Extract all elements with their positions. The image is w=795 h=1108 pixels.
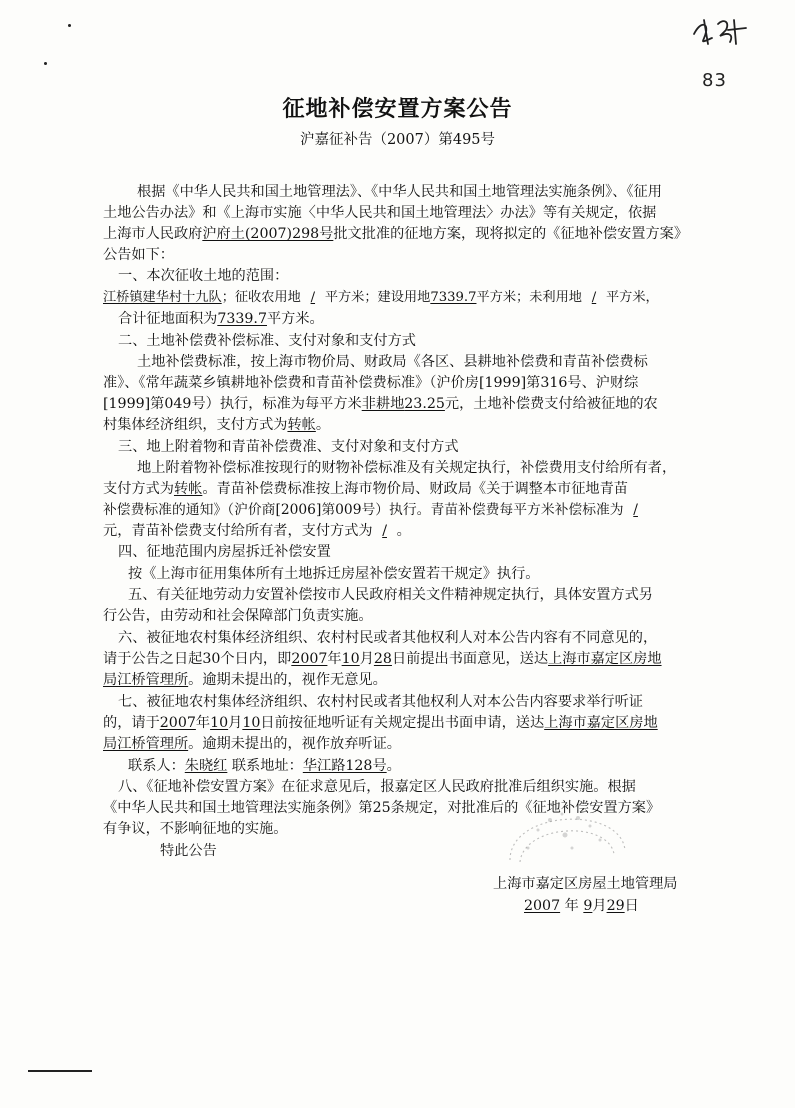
page-number: 83 [702, 70, 727, 91]
section-8-line-3: 有争议，不影响征地的实施。 [103, 821, 288, 837]
closing-text: 特此公告 [160, 843, 217, 859]
section-6-line-1: 六、被征地农村集体经济组织、农村村民或者其他权利人对本公告内容有不同意见的， [118, 630, 658, 646]
section-1-heading: 一、本次征收土地的范围： [118, 268, 289, 284]
intro-line-1: 根据《中华人民共和国土地管理法》、《中华人民共和国土地管理法实施条例》、《征用 [137, 184, 662, 200]
section-1-line-2: 合计征地面积为7339.7平方米。 [118, 311, 324, 327]
document-title: 征地补偿安置方案公告 [282, 97, 513, 122]
scan-speck [68, 24, 71, 27]
section-6-line-2: 请于公告之日起30个日内，即2007年10月28日前提出书面意见，送达上海市嘉定区房地 [103, 651, 662, 667]
construction-area: 7339.7 [430, 290, 477, 305]
section-2-line-2: 准》、《常年蔬菜乡镇耕地补偿费和青苗补偿费标准》（沪价房[1999]第316号、沪财综 [103, 375, 639, 391]
contact-address: 华江路128号 [302, 758, 387, 774]
section-7-line-3: 局江桥管理所。逾期未提出的，视作放弃听证。 [103, 736, 401, 752]
intro-line-3: 上海市人民政府沪府土(2007)298号批文批准的征地方案，现将拟定的《征地补偿安置方案》 [103, 226, 689, 242]
total-area: 7339.7 [217, 311, 267, 327]
intro-line-2: 土地公告办法》和《上海市实施〈中华人民共和国土地管理法〉办法》等有关规定，依据 [103, 205, 657, 221]
section-4-line-1: 按《上海市征用集体所有土地拆迁房屋补偿安置若干规定》执行。 [128, 566, 540, 582]
section-7-line-2: 的，请于2007年10月10日前按征地听证有关规定提出书面申请，送达上海市嘉定区房地 [103, 715, 658, 731]
land-type: 非耕地 [361, 396, 405, 412]
issue-date: 2007 年 9月29日 [524, 898, 639, 914]
section-1-line-1: 江桥镇建华村十九队；征收农用地 / 平方米；建设用地7339.7平方米；未利用地 / 平方米， [103, 290, 659, 305]
footer-rule [28, 1070, 92, 1072]
section-2-heading: 二、土地补偿费补偿标准、支付对象和支付方式 [118, 333, 416, 349]
section-2-line-3: [1999]第049号）执行，标准为每平方米非耕地23.25元，土地补偿费支付给被征地的农 [103, 396, 658, 412]
land-location: 江桥镇建华村十九队 [103, 290, 222, 305]
section-3-line-3: 补偿费标准的通知》（沪价商[2006]第009号）执行。青苗补偿费每平方米补偿标准为 / [103, 502, 638, 518]
section-7-line-1: 七、被征地农村集体经济组织、农村村民或者其他权利人对本公告内容要求举行听证 [118, 694, 643, 710]
contact-name: 朱晓红 [184, 758, 228, 774]
handwritten-signature [690, 14, 750, 48]
intro-line-4: 公告如下： [103, 247, 174, 263]
compensation-rate: 23.25 [404, 396, 445, 412]
section-3-line-1: 地上附着物补偿标准按现行的财物补偿标准及有关规定执行，补偿费用支付给所有者， [137, 460, 677, 476]
issuer-name: 上海市嘉定区房屋土地管理局 [493, 876, 678, 892]
section-3-line-4: 元，青苗补偿费支付给所有者，支付方式为 / 。 [103, 523, 411, 539]
scan-speck [44, 62, 47, 65]
section-2-line-4: 村集体经济组织，支付方式为转帐。 [103, 417, 331, 433]
section-8-line-2: 《中华人民共和国土地管理法实施条例》第25条规定，对批准后的《征地补偿安置方案》 [103, 800, 661, 816]
approval-reference: 沪府土(2007)298号 [202, 226, 334, 242]
section-4-heading: 四、征地范围内房屋拆迁补偿安置 [118, 544, 331, 560]
submission-office: 上海市嘉定区房地 [548, 651, 662, 667]
document-number: 沪嘉征补告（2007）第495号 [299, 132, 496, 148]
payment-method: 转帐 [173, 481, 203, 497]
section-5-line-1: 五、有关征地劳动力安置补偿按市人民政府相关文件精神规定执行，具体安置方式另 [128, 587, 653, 603]
section-2-line-1: 土地补偿费标准，按上海市物价局、财政局《各区、县耕地补偿费和青苗补偿费标 [137, 354, 648, 370]
section-3-heading: 三、地上附着物和青苗补偿费准、支付对象和支付方式 [118, 439, 459, 455]
hearing-office: 上海市嘉定区房地 [544, 715, 658, 731]
contact-line: 联系人：朱晓红 联系地址：华江路128号。 [128, 758, 401, 774]
section-3-line-2: 支付方式为转帐。青苗补偿费标准按上海市物价局、财政局《关于调整本市征地青苗 [103, 481, 628, 497]
section-5-line-2: 行公告，由劳动和社会保障部门负责实施。 [103, 608, 373, 624]
section-8-line-1: 八、《征地补偿安置方案》在征求意见后，报嘉定区人民政府批准后组织实施。根据 [118, 779, 636, 795]
payment-method: 转帐 [287, 417, 316, 433]
section-6-line-3: 局江桥管理所。逾期未提出的，视作无意见。 [103, 672, 387, 688]
